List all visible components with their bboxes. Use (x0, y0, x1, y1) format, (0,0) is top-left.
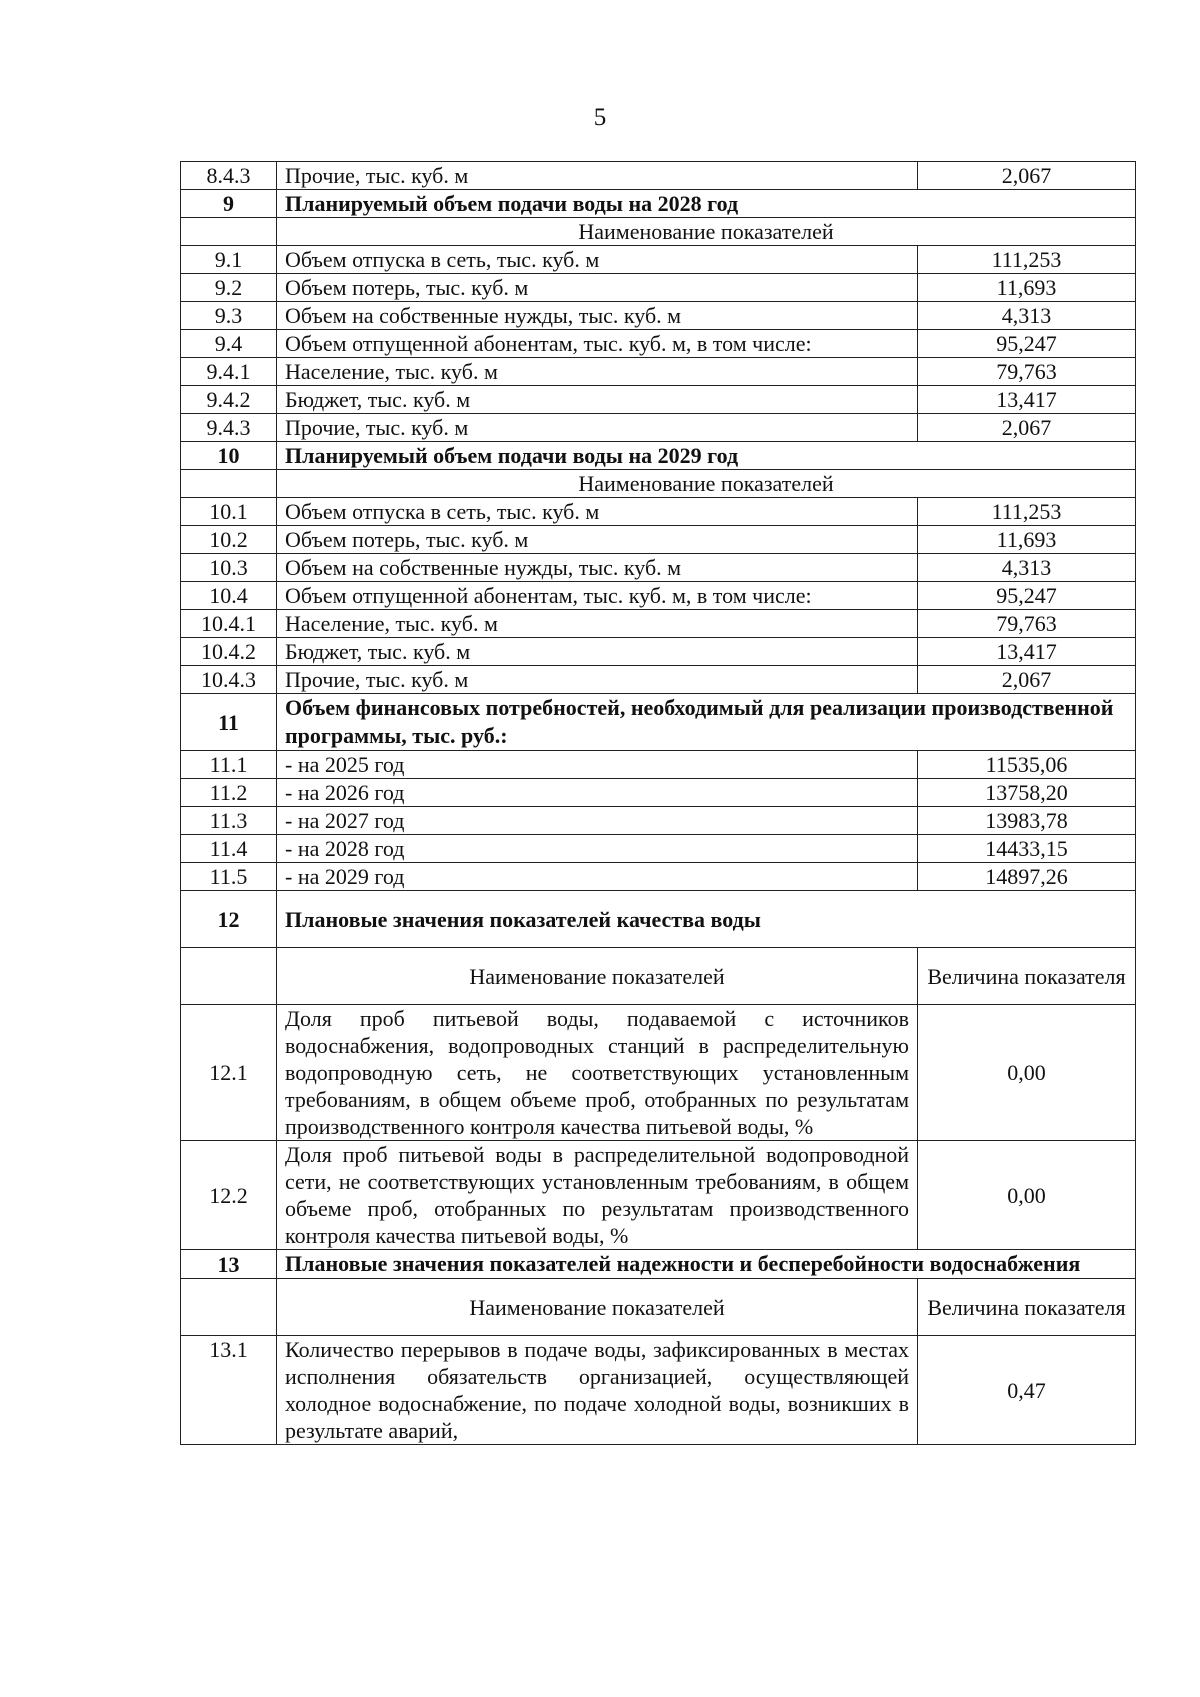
indicator-name: - на 2027 год (277, 807, 918, 835)
indicator-name: Объем на собственные нужды, тыс. куб. м (277, 554, 918, 582)
column-header: Наименование показателей (277, 948, 918, 1005)
row-number: 10.3 (181, 554, 277, 582)
table-row (181, 1336, 1136, 1445)
indicator-name: Объем отпуска в сеть, тыс. куб. м (277, 498, 918, 526)
empty-cell (181, 1279, 277, 1336)
indicator-value: 111,253 (918, 246, 1136, 274)
table-row (181, 526, 1136, 554)
indicator-name: Объем отпуска в сеть, тыс. куб. м (277, 246, 918, 274)
table-row (181, 948, 1136, 1005)
row-number: 9.3 (181, 302, 277, 330)
section-title: Планируемый объем подачи воды на 2028 год (277, 190, 1136, 218)
table-row (181, 1141, 1136, 1250)
indicator-name: Прочие, тыс. куб. м (277, 162, 918, 190)
section-title: Объем финансовых потребностей, необходимый для реализации производственной программы, тыс. руб.: (277, 694, 1136, 751)
table-row (181, 358, 1136, 386)
row-number: 10.4.2 (181, 638, 277, 666)
indicator-name: Объем отпущенной абонентам, тыс. куб. м, в том числе: (277, 330, 918, 358)
table-row (181, 1279, 1136, 1336)
row-number: 9.4.3 (181, 414, 277, 442)
value-column-header: Величина показателя (918, 948, 1136, 1005)
table-row (181, 442, 1136, 470)
table-row (181, 246, 1136, 274)
indicator-value: 13,417 (918, 638, 1136, 666)
indicator-value: 4,313 (918, 302, 1136, 330)
indicator-name: Население, тыс. куб. м (277, 610, 918, 638)
indicator-name: - на 2029 год (277, 863, 918, 891)
table-row (181, 414, 1136, 442)
section-title: Планируемый объем подачи воды на 2029 год (277, 442, 1136, 470)
row-number: 11.4 (181, 835, 277, 863)
row-number: 11.1 (181, 751, 277, 779)
page-number: 5 (593, 104, 607, 131)
empty-cell (181, 470, 277, 498)
column-header: Наименование показателей (277, 218, 1136, 246)
row-number: 11.2 (181, 779, 277, 807)
indicator-name: Прочие, тыс. куб. м (277, 666, 918, 694)
indicator-value: 11,693 (918, 274, 1136, 302)
row-number: 8.4.3 (181, 162, 277, 190)
section-title: Плановые значения показателей надежности и бесперебойности водоснабжения (277, 1250, 1136, 1279)
table-row (181, 610, 1136, 638)
indicator-value: 11,693 (918, 526, 1136, 554)
table-row (181, 498, 1136, 526)
indicator-name: Доля проб питьевой воды в распределительной водопроводной сети, не соответствующих установленным требованиям, в общем объеме проб, отобранных по результатам производственного контроля качества питьевой воды, % (277, 1141, 918, 1250)
row-number: 9.4 (181, 330, 277, 358)
indicator-name: Доля проб питьевой воды, подаваемой с источников водоснабжения, водопроводных станций в распределительную водопроводную сеть, не соответствующих установленным требованиям, в общем объеме проб, отобранных по результатам производственного контроля качества питьевой воды, % (277, 1005, 918, 1141)
table-row (181, 190, 1136, 218)
row-number: 10.4.3 (181, 666, 277, 694)
indicator-value: 14897,26 (918, 863, 1136, 891)
table-row (181, 694, 1136, 751)
indicator-name: Количество перерывов в подаче воды, зафиксированных в местах исполнения обязательств организацией, осуществляющей холодное водоснабжение, по подаче холодной воды, возникших в результате аварий, (277, 1336, 918, 1445)
table-row (181, 274, 1136, 302)
indicator-value: 79,763 (918, 358, 1136, 386)
indicator-value: 13758,20 (918, 779, 1136, 807)
row-number: 11.3 (181, 807, 277, 835)
table-row (181, 470, 1136, 498)
indicator-name: Население, тыс. куб. м (277, 358, 918, 386)
row-number: 10.2 (181, 526, 277, 554)
row-number: 12.1 (181, 1005, 277, 1141)
indicator-value: 2,067 (918, 162, 1136, 190)
row-number: 9.2 (181, 274, 277, 302)
indicator-name: Бюджет, тыс. куб. м (277, 386, 918, 414)
indicator-name: Объем на собственные нужды, тыс. куб. м (277, 302, 918, 330)
table-row (181, 218, 1136, 246)
table-body (181, 162, 1136, 1445)
value-column-header: Величина показателя (918, 1279, 1136, 1336)
indicator-name: Объем потерь, тыс. куб. м (277, 526, 918, 554)
table-row (181, 751, 1136, 779)
indicator-value: 0,47 (918, 1336, 1136, 1445)
table-row (181, 582, 1136, 610)
table-row (181, 638, 1136, 666)
indicator-value: 2,067 (918, 666, 1136, 694)
row-number: 9.1 (181, 246, 277, 274)
row-number: 10.4.1 (181, 610, 277, 638)
table-row (181, 1005, 1136, 1141)
indicator-value: 95,247 (918, 582, 1136, 610)
table-row (181, 162, 1136, 190)
indicator-name: Объем потерь, тыс. куб. м (277, 274, 918, 302)
row-number: 13.1 (181, 1336, 277, 1445)
section-number: 9 (181, 190, 277, 218)
section-number: 12 (181, 891, 277, 948)
section-number: 10 (181, 442, 277, 470)
table-row (181, 835, 1136, 863)
row-number: 12.2 (181, 1141, 277, 1250)
indicator-value: 95,247 (918, 330, 1136, 358)
row-number: 9.4.1 (181, 358, 277, 386)
table-row (181, 863, 1136, 891)
table-row (181, 779, 1136, 807)
indicator-name: - на 2025 год (277, 751, 918, 779)
indicator-value: 11535,06 (918, 751, 1136, 779)
table-row (181, 807, 1136, 835)
indicator-value: 0,00 (918, 1005, 1136, 1141)
indicator-value: 0,00 (918, 1141, 1136, 1250)
table-row (181, 1250, 1136, 1279)
column-header: Наименование показателей (277, 1279, 918, 1336)
row-number: 10.1 (181, 498, 277, 526)
table-row (181, 386, 1136, 414)
indicator-value: 14433,15 (918, 835, 1136, 863)
row-number: 9.4.2 (181, 386, 277, 414)
indicator-value: 13983,78 (918, 807, 1136, 835)
column-header: Наименование показателей (277, 470, 1136, 498)
row-number: 11.5 (181, 863, 277, 891)
indicator-value: 111,253 (918, 498, 1136, 526)
empty-cell (181, 948, 277, 1005)
indicator-name: - на 2026 год (277, 779, 918, 807)
production-program-table (180, 161, 1136, 1445)
empty-cell (181, 218, 277, 246)
table-row (181, 302, 1136, 330)
indicator-value: 4,313 (918, 554, 1136, 582)
table-row (181, 891, 1136, 948)
indicator-name: - на 2028 год (277, 835, 918, 863)
indicator-value: 2,067 (918, 414, 1136, 442)
indicator-name: Бюджет, тыс. куб. м (277, 638, 918, 666)
section-title: Плановые значения показателей качества воды (277, 891, 1136, 948)
table-row (181, 330, 1136, 358)
section-number: 11 (181, 694, 277, 751)
row-number: 10.4 (181, 582, 277, 610)
indicator-value: 13,417 (918, 386, 1136, 414)
table-row (181, 666, 1136, 694)
table-row (181, 554, 1136, 582)
indicator-name: Объем отпущенной абонентам, тыс. куб. м, в том числе: (277, 582, 918, 610)
indicator-value: 79,763 (918, 610, 1136, 638)
indicator-name: Прочие, тыс. куб. м (277, 414, 918, 442)
section-number: 13 (181, 1250, 277, 1279)
